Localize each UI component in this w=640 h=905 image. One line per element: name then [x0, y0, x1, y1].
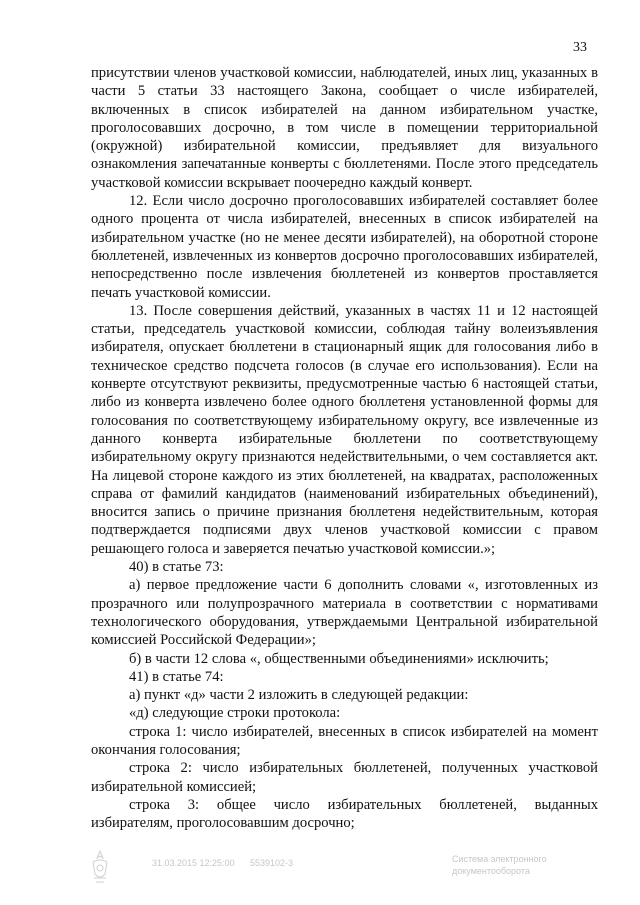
paragraph-line-2: строка 2: число избирательных бюллетеней, полученных участковой избирательной комиссией;	[91, 760, 598, 795]
paragraph-item-13: 13. После совершения действий, указанных в частях 11 и 12 настоящей статьи, председатель участковой комиссии, соблюдая тайну волеизъявления избирателя, опускает бюллетени в стационарный ящик для голосования либо в техническое средство подсчета голосов (в случае его использования). Если на конверте отсутствуют реквизиты, предусмотренные частью 6 настоящей статьи, либо из конверта извлечено более одного бюллетеня установленной формы для голосования по соответствующему избирательному округу, все извлеченные из данного конверта избирательные бюллетени по соответствующему избирательному округу признаются недействительными, о чем составляется акт. На лицевой стороне каждого из этих бюллетеней, на квадратах, расположенных справа от фамилий кандидатов (наименований избирательных объединений), вносится запись о причине признания бюллетеня недействительным, которая подтверждается подписями двух членов участковой комиссии с правом решающего голоса и заверяется печатью участковой комиссии.»;	[91, 302, 598, 557]
paragraph-line-3: строка 3: общее число избирательных бюллетеней, выданных избирателям, проголосовавшим досрочно;	[91, 796, 598, 832]
emblem-watermark-icon	[88, 848, 112, 888]
paragraph-item-41a: а) пункт «д» части 2 изложить в следующей редакции:	[129, 687, 469, 704]
paragraph-continuation: присутствии членов участковой комиссии, наблюдателей, иных лиц, указанных в части 5 статьи 33 настоящего Закона, сообщает о числе избирателей, включенных в список избирателей на данном избирательном участке, проголосовавших досрочно, в том числе в помещении территориальной (окружной) избирательной комиссии, предъявляет для визуального ознакомления запечатанные конверты с бюллетенями. После этого председатель участковой комиссии вскрывает поочередно каждый конверт.	[91, 65, 598, 191]
document-body	[91, 64, 598, 832]
page-number: 33	[573, 40, 587, 55]
footer-timestamp: 31.03.2015 12:25:00	[152, 858, 235, 868]
paragraph-item-40: 40) в статье 73:	[129, 559, 224, 576]
page-footer	[0, 848, 640, 898]
paragraph-item-40b: б) в части 12 слова «, общественными объединениями» исключить;	[129, 650, 549, 667]
paragraph-item-41d: «д) следующие строки протокола:	[129, 705, 341, 722]
footer-system-note: Система электронного документооборота	[452, 854, 547, 876]
paragraph-line-1: строка 1: число избирателей, внесенных в список избирателей на момент окончания голосования;	[91, 723, 598, 758]
paragraph-item-40a: а) первое предложение части 6 дополнить словами «, изготовленных из прозрачного или полупрозрачного материала в соответствии с нормативами технологического оборудования, утверждаемыми Центральной избирательной комиссией Российской Федерации»;	[91, 577, 598, 649]
paragraph-item-12: 12. Если число досрочно проголосовавших избирателей составляет более одного процента от числа избирателей, внесенных в список избирателей на избирательном участке (но не менее десяти избирателей), на оборотной стороне бюллетеней, извлеченных из конвертов досрочно проголосовавших избирателей, непосредственно после извлечения бюллетеней из конвертов проставляется печать участковой комиссии.	[91, 193, 598, 301]
footer-document-id: 5539102-3	[250, 858, 294, 868]
paragraph-item-41: 41) в статье 74:	[129, 668, 224, 685]
